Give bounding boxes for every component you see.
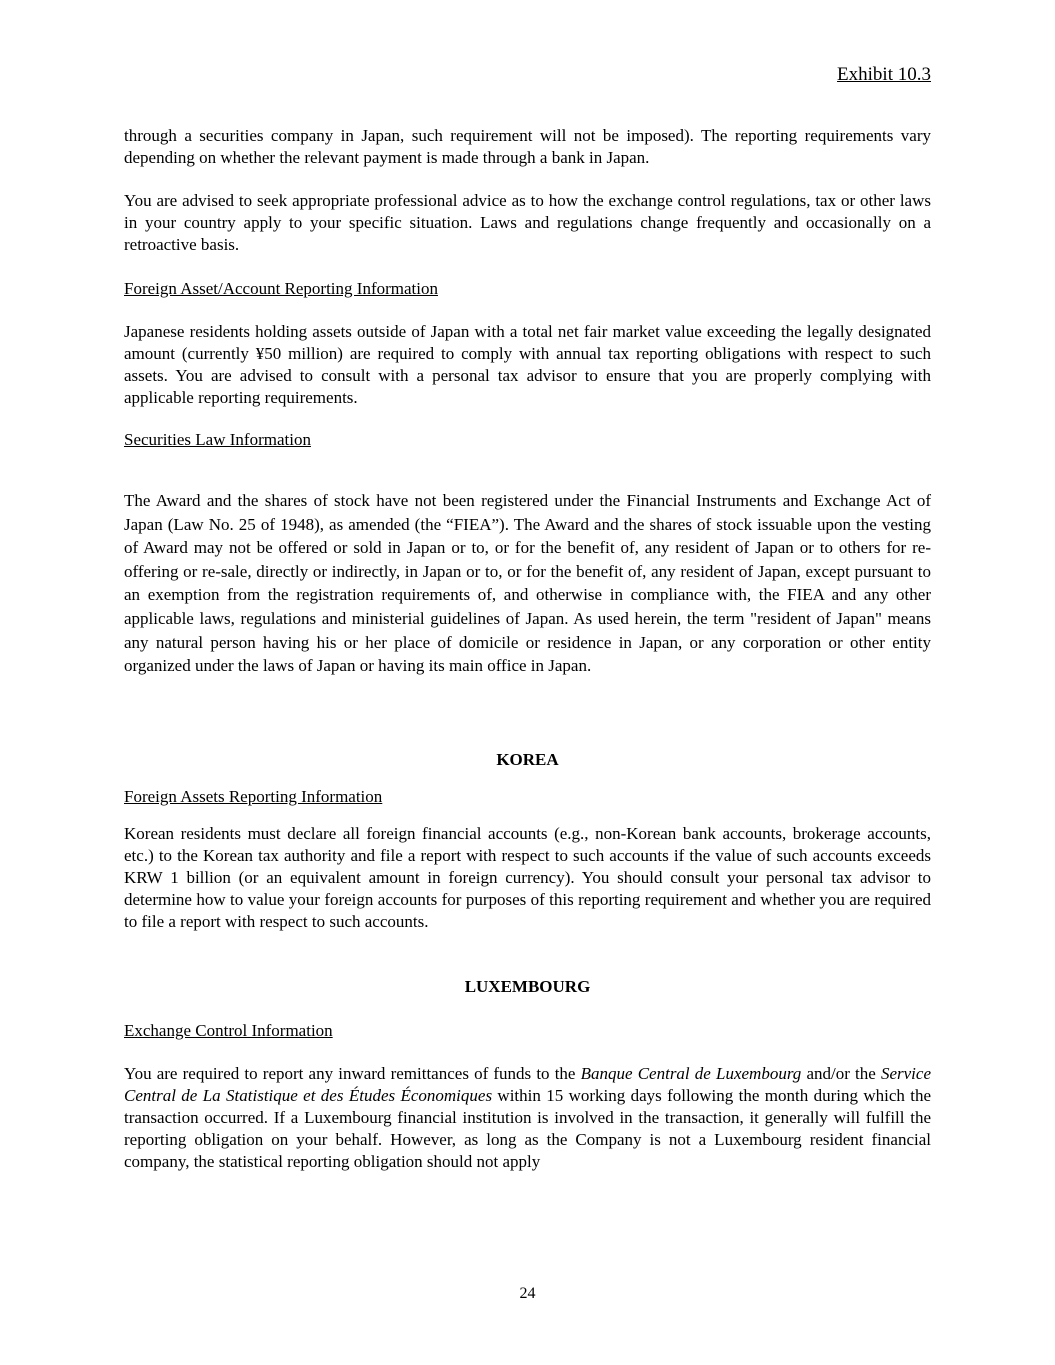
banque-central-name: Banque Central de Luxembourg: [580, 1064, 802, 1083]
korea-section-title: KOREA: [496, 750, 559, 769]
exhibit-label: Exhibit 10.3: [837, 64, 931, 85]
document-page: [124, 0, 931, 1365]
luxembourg-text-part-3: within 15 working days following the month during which the transaction occurred. If a Luxembourg financial institution is involved in the transaction, it generally will fulfill the reporting obligation on your behalf. However, as long as the Company is not a Luxembourg resident financial company, the statistical reporting obligation should not apply: [124, 1086, 931, 1171]
korea-heading: Foreign Assets Reporting Information: [124, 787, 383, 806]
japan-securities-paragraph: The Award and the shares of stock have not been registered under the Financial Instruments and Exchange Act of Japan (Law No. 25 of 1948), as amended (the “FIEA”). The Award and the shares of stock issuable upon the vesting of Award may not be offered or sold in Japan or to, or for the benefit of, any resident of Japan or to others for re-offering or re-sale, directly or indirectly, in Japan or to, or for the benefit of, any resident of Japan, except pursuant to an exemption from the registration requirements of, and otherwise in compliance with, the FIEA and any other applicable laws, regulations and ministerial guidelines of Japan. As used herein, the term "resident of Japan" means any natural person having his or her place of domicile or residence in Japan, or any corporation or other entity organized under the laws of Japan or having its main office in Japan.: [124, 491, 931, 676]
japan-foreign-asset-paragraph: Japanese residents holding assets outside of Japan with a total net fair market value exceeding the legally designated amount (currently ¥50 million) are required to comply with annual tax reporting obligations with respect to such assets. You are advised to consult with a personal tax advisor to ensure that you are properly complying with applicable reporting requirements.: [124, 322, 931, 407]
luxembourg-section-title: LUXEMBOURG: [464, 977, 591, 996]
luxembourg-heading: Exchange Control Information: [124, 1021, 333, 1040]
luxembourg-text-part-2: and/or the: [801, 1064, 881, 1083]
japan-securities-heading: Securities Law Information: [124, 430, 311, 449]
korea-paragraph: Korean residents must declare all foreign financial accounts (e.g., non-Korean bank accounts, brokerage accounts, etc.) to the Korean tax authority and file a report with respect to such accounts if the value of such accounts exceeds KRW 1 billion (or an equivalent amount in foreign currency). You should consult your personal tax advisor to determine how to value your foreign accounts for purposes of this reporting requirement and whether you are required to file a report with respect to such accounts.: [124, 824, 931, 931]
luxembourg-paragraph: [124, 1063, 931, 1173]
page-number: 24: [519, 1285, 536, 1302]
intro-paragraph-2: You are advised to seek appropriate professional advice as to how the exchange control regulations, tax or other laws in your country apply to your specific situation. Laws and regulations change frequently and occasionally on a retroactive basis.: [124, 191, 931, 254]
intro-paragraph-1: through a securities company in Japan, such requirement will not be imposed). The reporting requirements vary depending on whether the relevant payment is made through a bank in Japan.: [124, 126, 931, 167]
service-central-name: Service Central de La Statistique et des Études Économiques: [124, 1064, 931, 1105]
japan-foreign-asset-heading: Foreign Asset/Account Reporting Information: [124, 279, 438, 298]
luxembourg-text-part-1: You are required to report any inward remittances of funds to the: [124, 1064, 581, 1083]
